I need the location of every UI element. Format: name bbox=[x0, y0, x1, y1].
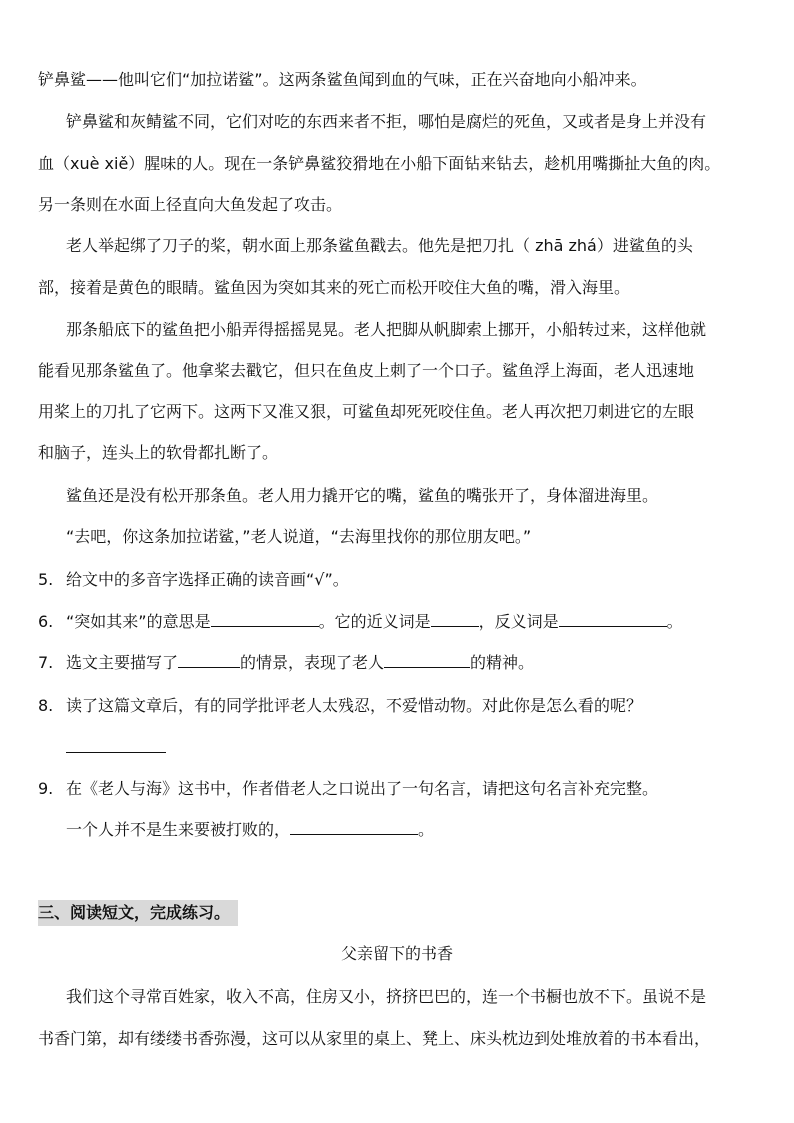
question-text: 给文中的多音字选择正确的读音画“√”。 bbox=[66, 570, 349, 589]
question-text: 一个人并不是生来要被打败的， bbox=[66, 820, 291, 839]
passage-line: 部，接着是黄色的眼睛。鲨鱼因为突如其来的死亡而松开咬住大鱼的嘴，滑入海里。 bbox=[38, 278, 631, 297]
passage-line: “去吧，你这条加拉诺鲨，”老人说道，“去海里找你的那位朋友吧。” bbox=[66, 527, 532, 546]
article-line: 书香门第，却有缕缕书香弥漫，这可以从家里的桌上、凳上、床头枕边到处堆放着的书本看出， bbox=[38, 1029, 711, 1048]
answer-blank[interactable] bbox=[431, 610, 479, 627]
question-text: 。它的近义词是 bbox=[318, 612, 431, 631]
article-title: 父亲留下的书香 bbox=[340, 944, 453, 963]
question-9 bbox=[38, 777, 658, 801]
question-number: 9. bbox=[38, 779, 54, 798]
question-number: 8. bbox=[38, 696, 54, 715]
section-heading: 三、阅读短文，完成练习。 bbox=[38, 900, 238, 926]
answer-blank[interactable] bbox=[178, 651, 240, 668]
question-9-quote bbox=[66, 818, 434, 842]
question-number: 7. bbox=[38, 653, 54, 672]
passage-line: 和脑子，连头上的软骨都扎断了。 bbox=[38, 443, 279, 462]
answer-blank[interactable] bbox=[66, 752, 166, 753]
question-8 bbox=[38, 694, 642, 718]
question-6 bbox=[38, 610, 683, 634]
question-text: 读了这篇文章后，有的同学批评老人太残忍，不爱惜动物。对此你是怎么看的呢？ bbox=[66, 696, 643, 715]
question-7 bbox=[38, 651, 534, 675]
passage-line: 能看见那条鲨鱼了。他拿桨去戳它，但只在鱼皮上刺了一个口子。鲨鱼浮上海面，老人迅速地 bbox=[38, 361, 695, 380]
question-text: ，反义词是 bbox=[478, 612, 559, 631]
article-line: 我们这个寻常百姓家，收入不高，住房又小，挤挤巴巴的，连一个书橱也放不下。虽说不是 bbox=[66, 987, 707, 1006]
question-text: 选文主要描写了 bbox=[66, 653, 179, 672]
question-number: 5. bbox=[38, 570, 54, 589]
passage-line: 铲鼻鲨和灰鲭鲨不同，它们对吃的东西来者不拒，哪怕是腐烂的死鱼，又或者是身上并没有 bbox=[66, 112, 707, 131]
answer-blank[interactable] bbox=[559, 610, 667, 627]
passage-line: 那条船底下的鲨鱼把小船弄得摇摇晃晃。老人把脚从帆脚索上挪开，小船转过来，这样他就 bbox=[66, 320, 707, 339]
question-text: 。 bbox=[666, 612, 683, 631]
question-text: 在《老人与海》这书中，作者借老人之口说出了一句名言，请把这句名言补充完整。 bbox=[66, 779, 659, 798]
answer-blank[interactable] bbox=[384, 651, 470, 668]
question-5 bbox=[38, 568, 349, 592]
question-text: 的情景，表现了老人 bbox=[240, 653, 385, 672]
passage-line: 老人举起绑了刀子的桨，朝水面上那条鲨鱼戳去。他先是把刀扎（ zhā zhá）进鲨鱼的头 bbox=[66, 236, 693, 255]
passage-line: 用桨上的刀扎了它两下。这两下又准又狠，可鲨鱼却死死咬住鱼。老人再次把刀刺进它的左眼 bbox=[38, 402, 695, 421]
question-text: 的精神。 bbox=[470, 653, 535, 672]
question-text: “突如其来”的意思是 bbox=[66, 612, 211, 631]
question-text: 。 bbox=[418, 820, 435, 839]
passage-line: 铲鼻鲨——他叫它们“加拉诺鲨”。这两条鲨鱼闻到血的气味，正在兴奋地向小船冲来。 bbox=[38, 70, 647, 89]
passage-line: 血（xuè xiě）腥味的人。现在一条铲鼻鲨狡猾地在小船下面钻来钻去，趁机用嘴撕扯大鱼的肉。 bbox=[38, 154, 721, 173]
question-number: 6. bbox=[38, 612, 54, 631]
answer-blank[interactable] bbox=[290, 818, 418, 835]
passage-line: 鲨鱼还是没有松开那条鱼。老人用力撬开它的嘴，鲨鱼的嘴张开了，身体溜进海里。 bbox=[66, 486, 659, 505]
answer-blank[interactable] bbox=[211, 610, 319, 627]
passage-line: 另一条则在水面上径直向大鱼发起了攻击。 bbox=[38, 195, 343, 214]
